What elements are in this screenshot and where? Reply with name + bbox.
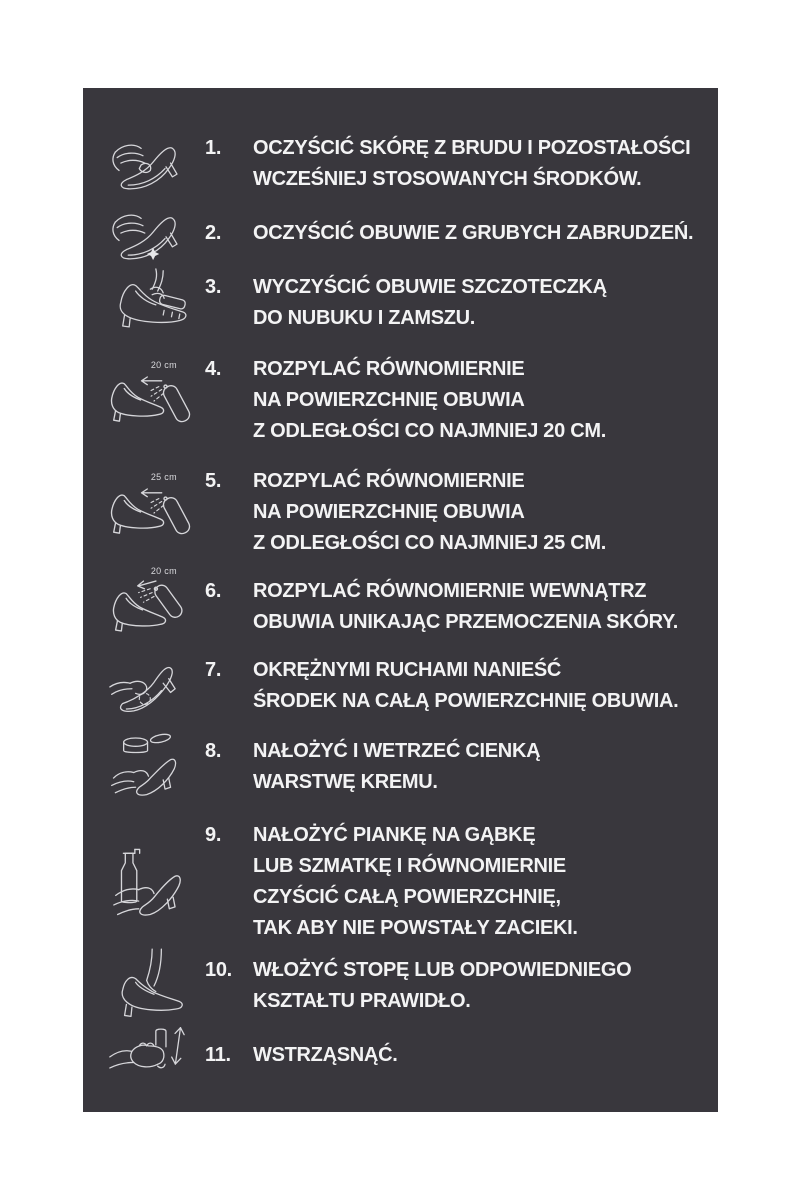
step-number: 6. [205, 580, 222, 602]
step-text-line: OCZYŚCIĆ OBUWIE Z GRUBYCH ZABRUDZEŃ. [253, 222, 694, 244]
step-9-icon-cell [101, 838, 207, 926]
foam-bottle-shoe-icon [106, 838, 202, 926]
step-text [253, 354, 690, 447]
step-text-line: KSZTAŁTU PRAWIDŁO. [253, 990, 471, 1012]
step-text-line: OCZYŚCIĆ SKÓRĘ Z BRUDU I POZOSTAŁOŚCI [253, 137, 691, 159]
step-text [253, 736, 690, 798]
step-text-line: NA POWIERZCHNIĘ OBUWIA [253, 389, 525, 411]
step-text-line: LUB SZMATKĘ I RÓWNOMIERNIE [253, 855, 566, 877]
step-2-icon-cell [101, 197, 207, 271]
step-text-line: ROZPYLAĆ RÓWNOMIERNIE WEWNĄTRZ [253, 580, 647, 602]
step-number: 4. [205, 358, 222, 380]
step-text-line: OBUWIA UNIKAJĄC PRZEMOCZENIA SKÓRY. [253, 611, 679, 633]
hand-cleaning-shoe-icon [108, 197, 200, 271]
step-text [253, 1040, 690, 1071]
step-number: 1. [205, 137, 222, 159]
step-4-icon-cell [101, 361, 207, 441]
step-number: 9. [205, 824, 222, 846]
step-row-5 [83, 466, 718, 559]
instructions-panel [83, 88, 718, 1112]
step-text-line: Z ODLEGŁOŚCI CO NAJMNIEJ 20 CM. [253, 420, 606, 442]
step-row-2 [83, 218, 718, 249]
step-7-body [205, 655, 690, 717]
shake-bottle-icon [108, 1020, 200, 1092]
step-row-7 [83, 655, 718, 717]
step-5-body [205, 466, 690, 559]
step-text-line: WŁOŻYĆ STOPĘ LUB ODPOWIEDNIEGO [253, 959, 632, 981]
step-text-line: ROZPYLAĆ RÓWNOMIERNIE [253, 470, 525, 492]
step-text-line: ROZPYLAĆ RÓWNOMIERNIE [253, 358, 525, 380]
step-row-1 [83, 133, 718, 195]
step-text-line: NAŁOŻYĆ PIANKĘ NA GĄBKĘ [253, 824, 536, 846]
step-6-icon-cell [101, 567, 207, 647]
step-9-body [205, 820, 690, 944]
step-text [253, 133, 690, 195]
step-text [253, 576, 690, 638]
step-number: 10. [205, 959, 232, 981]
step-row-10 [83, 955, 718, 1017]
step-10-icon-cell [101, 946, 207, 1026]
step-row-11 [83, 1040, 718, 1071]
step-text-line: WSTRZĄSNĄĆ. [253, 1044, 398, 1066]
spray-distance-label: 20 cm [150, 359, 177, 370]
step-5-icon-cell [101, 473, 207, 553]
step-2-body [205, 218, 694, 249]
step-3-icon-cell [101, 266, 207, 340]
spray-distance-label: 20 cm [150, 566, 177, 576]
step-11-body [205, 1040, 690, 1071]
step-row-8 [83, 736, 718, 798]
step-text [253, 655, 690, 717]
foot-into-shoe-icon [108, 946, 200, 1026]
step-8-body [205, 736, 690, 798]
step-8-icon-cell [101, 729, 207, 805]
step-text-line: NA POWIERZCHNIĘ OBUWIA [253, 501, 525, 523]
step-4-body [205, 354, 690, 447]
step-text [253, 272, 690, 334]
spray-distance-label: 25 cm [150, 471, 177, 482]
step-7-icon-cell [101, 650, 207, 722]
spray-shoe-icon [106, 361, 202, 441]
step-text [253, 466, 690, 559]
step-3-body [205, 272, 690, 334]
step-text-line: ŚRODEK NA CAŁĄ POWIERZCHNIĘ OBUWIA. [253, 690, 679, 712]
step-text [253, 955, 690, 1017]
step-text [253, 820, 690, 944]
step-row-3 [83, 272, 718, 334]
step-text-line: WARSTWĘ KREMU. [253, 771, 438, 793]
step-row-6 [83, 566, 718, 638]
step-text-line: Z ODLEGŁOŚCI CO NAJMNIEJ 25 CM. [253, 532, 606, 554]
step-1-icon-cell [101, 127, 207, 201]
cream-jar-shoe-icon [108, 729, 200, 805]
step-11-icon-cell [101, 1020, 207, 1092]
spray-inside-shoe-icon [106, 567, 202, 647]
step-text-line: TAK ABY NIE POWSTAŁY ZACIEKI. [253, 917, 578, 939]
step-number: 2. [205, 222, 222, 244]
step-6-body [205, 576, 690, 638]
hand-wiping-shoe-icon [108, 127, 200, 201]
spray-shoe-icon [106, 473, 202, 553]
step-text-line: CZYŚCIĆ CAŁĄ POWIERZCHNIĘ, [253, 886, 561, 908]
step-text-line: OKRĘŻNYMI RUCHAMI NANIEŚĆ [253, 659, 562, 681]
step-number: 11. [205, 1044, 231, 1066]
step-number: 3. [205, 276, 222, 298]
step-text-line: WYCZYŚCIĆ OBUWIE SZCZOTECZKĄ [253, 276, 607, 298]
step-number: 8. [205, 740, 222, 762]
step-text [253, 218, 693, 249]
step-1-body [205, 133, 690, 195]
step-text-line: DO NUBUKU I ZAMSZU. [253, 307, 476, 329]
step-row-4 [83, 354, 718, 447]
brush-on-shoe-icon [108, 266, 200, 340]
circular-polish-shoe-icon [108, 650, 200, 722]
step-text-line: NAŁOŻYĆ I WETRZEĆ CIENKĄ [253, 740, 541, 762]
step-10-body [205, 955, 690, 1017]
step-number: 5. [205, 470, 222, 492]
step-row-9 [83, 820, 718, 944]
step-text-line: WCZEŚNIEJ STOSOWANYCH ŚRODKÓW. [253, 168, 642, 190]
step-number: 7. [205, 659, 222, 681]
